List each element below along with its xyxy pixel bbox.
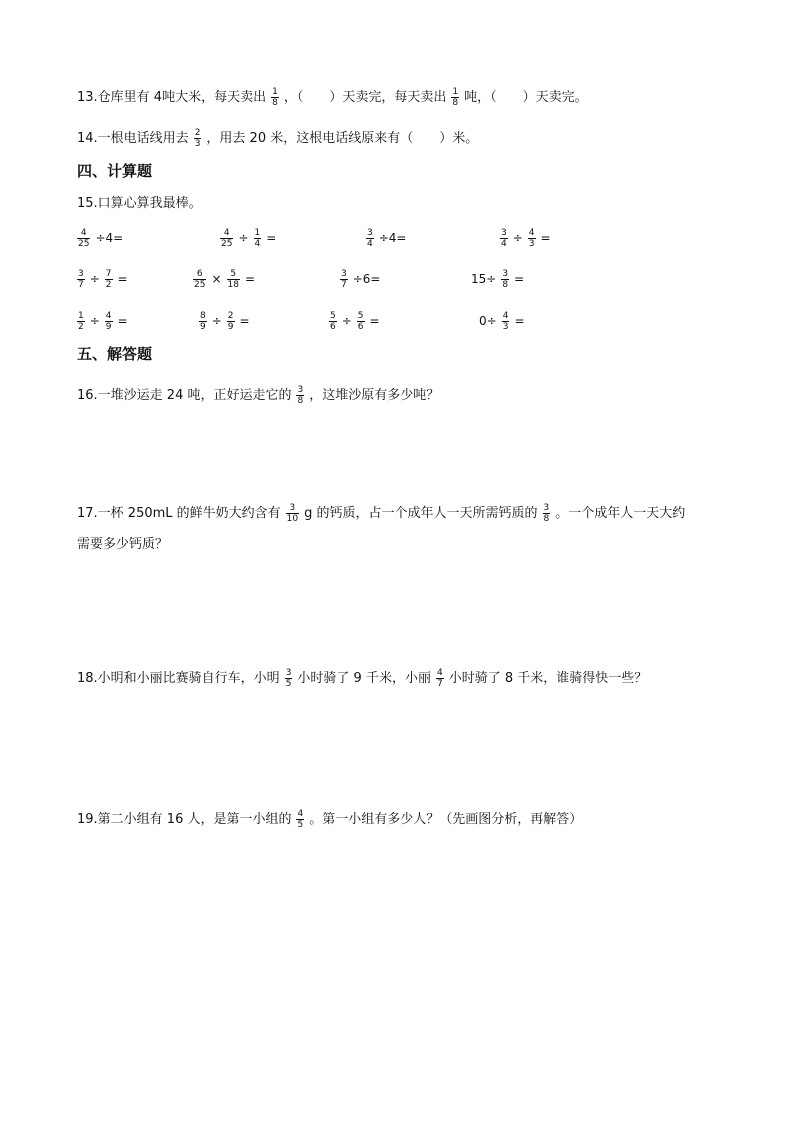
- question-18: 18.小明和小丽比赛骑自行车，小明 $\frac{3}{5}$ 小时骑了 9 千米，小丽 $\frac{4}{7}$ 小时骑了 8 千米，谁骑得快一些？: [77, 668, 648, 689]
- question-17-cont: 需要多少钙质？: [77, 537, 169, 552]
- calc-item: $\frac{8}{9}$ ÷ $\frac{2}{9}$ =: [200, 311, 250, 332]
- question-17: 17.一杯 250mL 的鲜牛奶大约含有 $\frac{3}{10}$ g 的钙质，占一个成年人一天所需钙质的 $\frac{3}{8}$ 。一个成年人一天大约: [77, 503, 686, 524]
- fraction: $\frac{4}{5}$: [297, 809, 304, 830]
- calc-item: $\frac{3}{7}$ ÷6=: [341, 269, 381, 290]
- calc-item: 15÷ $\frac{3}{8}$ =: [471, 269, 525, 290]
- calc-item: $\frac{3}{4}$ ÷4=: [367, 228, 407, 249]
- fraction: $\frac{3}{8}$: [543, 503, 550, 524]
- fraction: $\frac{3}{8}$: [297, 385, 304, 406]
- fraction: $\frac{3}{10}$: [286, 503, 299, 524]
- calc-item: $\frac{1}{2}$ ÷ $\frac{4}{9}$ =: [78, 311, 128, 332]
- fraction: $\frac{1}{8}$: [452, 87, 459, 108]
- fraction: $\frac{4}{7}$: [436, 668, 443, 689]
- calc-item: $\frac{4}{25}$ ÷ $\frac{1}{4}$ =: [221, 228, 277, 249]
- question-19: 19.第二小组有 16 人，是第一小组的 $\frac{4}{5}$ 。第一小组有多少人？（先画图分析，再解答）: [77, 809, 583, 830]
- calc-item: 0÷ $\frac{4}{3}$ =: [479, 311, 525, 332]
- section-heading-solve: 五、解答题: [77, 345, 153, 363]
- question-15-title: 15.口算心算我最棒。: [77, 196, 202, 211]
- question-14: 14.一根电话线用去 $\frac{2}{3}$ ，用去 20 米，这根电话线原来有（ ）米。: [77, 128, 479, 149]
- fraction: $\frac{3}{5}$: [285, 668, 292, 689]
- calc-item: $\frac{6}{25}$ × $\frac{5}{18}$ =: [194, 269, 256, 290]
- question-13: 13.仓库里有 4吨大米，每天卖出 $\frac{1}{8}$ ，（ ）天卖完，每天卖出 $\frac{1}{8}$ 吨，（ ）天卖完。: [77, 87, 588, 108]
- calc-item: $\frac{3}{4}$ ÷ $\frac{4}{3}$ =: [501, 228, 551, 249]
- calc-item: $\frac{4}{25}$ ÷4=: [78, 228, 124, 249]
- question-16: 16.一堆沙运走 24 吨，正好运走它的 $\frac{3}{8}$ ，这堆沙原有多少吨？: [77, 385, 440, 406]
- fraction: $\frac{2}{3}$: [194, 128, 201, 149]
- calc-item: $\frac{3}{7}$ ÷ $\frac{7}{2}$ =: [78, 269, 128, 290]
- fraction: $\frac{1}{8}$: [272, 87, 278, 108]
- calc-item: $\frac{5}{6}$ ÷ $\frac{5}{6}$ =: [330, 311, 380, 332]
- section-heading-calc: 四、计算题: [77, 162, 153, 180]
